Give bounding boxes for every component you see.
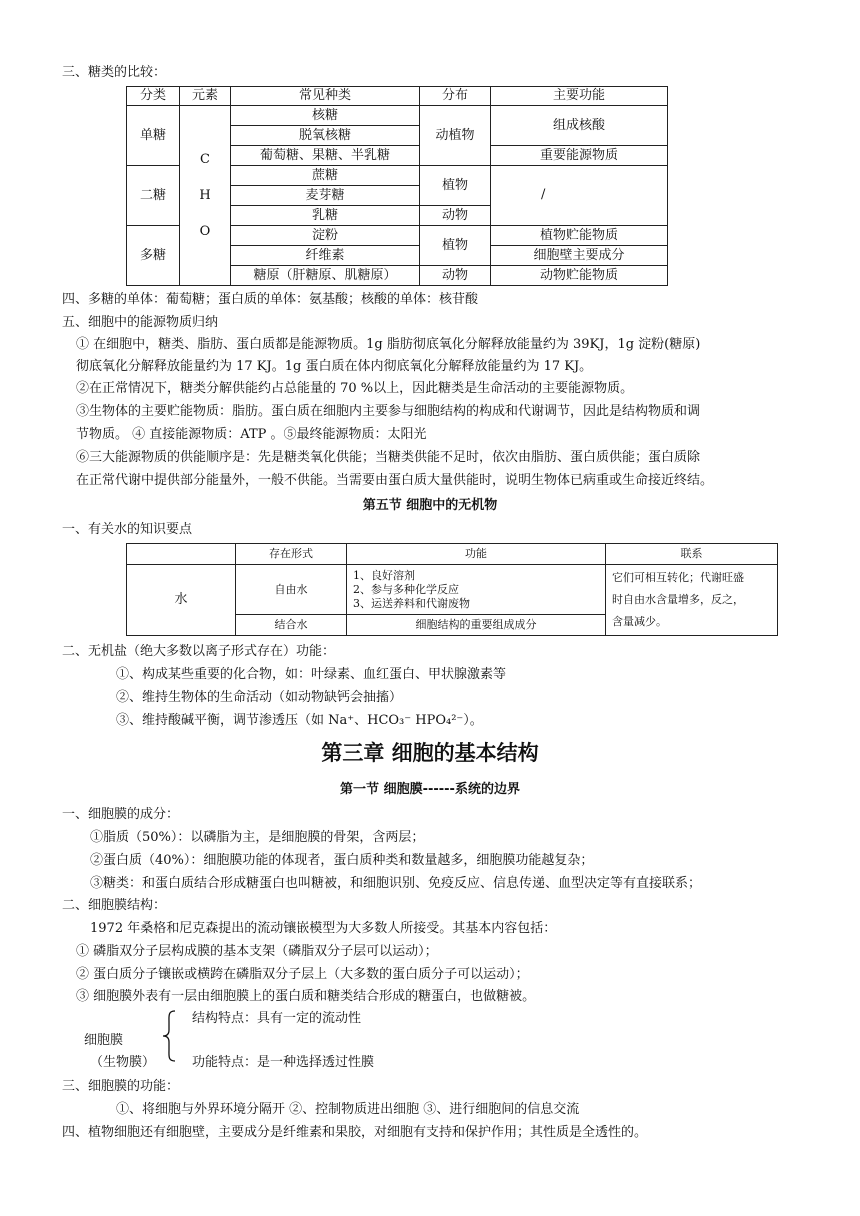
- th-distribution: 分布: [420, 87, 491, 106]
- wt-water: 水: [127, 565, 236, 636]
- salt-line-2: ②、维持生物体的生命活动（如动物缺钙会抽搐）: [116, 690, 403, 705]
- wt-free-funcs: [347, 565, 606, 615]
- mem-struct-3: ③ 细胞膜外表有一层由细胞膜上的蛋白质和糖类结合形成的糖蛋白，也做糖被。: [76, 989, 536, 1004]
- th-category: 分类: [127, 87, 180, 106]
- water-table: [126, 543, 778, 636]
- salt-line-1: ①、构成某些重要的化合物，如：叶绿素、血红蛋白、甲状腺激素等: [116, 667, 507, 682]
- sugar-table: [126, 86, 668, 286]
- elements-cell: [180, 106, 231, 286]
- func-nucleic: 组成核酸: [491, 106, 668, 146]
- brace-left-2: （生物膜）: [90, 1055, 156, 1070]
- type-maltose: 麦芽糖: [231, 186, 420, 206]
- wt-free-func-2: 2、参与多种化学反应: [353, 582, 459, 596]
- wt-th-relation: 联系: [606, 544, 778, 565]
- element-o: O: [199, 223, 211, 239]
- dist-animal-plant: 动植物: [420, 106, 491, 166]
- dist-animal-2: 动物: [420, 266, 491, 286]
- mem-struct-1: ① 磷脂双分子层构成膜的基本支架（磷脂双分子层可以运动）；: [76, 944, 438, 959]
- wt-th-form: 存在形式: [236, 544, 347, 565]
- mem-comp-1: ①脂质（50%）：以磷脂为主，是细胞膜的骨架，含两层；: [90, 830, 425, 845]
- type-glycogen: 糖原（肝糖原、肌糖原）: [231, 266, 420, 286]
- wt-corner: [127, 544, 236, 565]
- th-types: 常见种类: [231, 87, 420, 106]
- membrane-structure-heading: 二、细胞膜结构：: [62, 898, 167, 913]
- type-glucose: 葡萄糖、果糖、半乳糖: [231, 146, 420, 166]
- section-3-heading: 三、糖类的比较：: [62, 65, 167, 80]
- func-energy: 重要能源物质: [491, 146, 668, 166]
- wt-relation-3: 含量减少。: [612, 615, 667, 628]
- wt-relation: [606, 565, 778, 636]
- dist-animal-1: 动物: [420, 206, 491, 226]
- mem-comp-2: ②蛋白质（40%）：细胞膜功能的体现者，蛋白质种类和数量越多，细胞膜功能越复杂；: [90, 853, 594, 868]
- dist-plant-2: 植物: [420, 226, 491, 266]
- cat-di: 二糖: [127, 166, 180, 226]
- cat-poly: 多糖: [127, 226, 180, 286]
- s5-line-5: 节物质。 ④ 直接能源物质：ATP 。⑤最终能源物质：太阳光: [76, 427, 427, 442]
- brace-right-1: 结构特点：具有一定的流动性: [192, 1011, 362, 1026]
- section-1-title: 第一节 细胞膜------系统的边界: [340, 782, 520, 797]
- wt-bound-func: 细胞结构的重要组成成分: [347, 615, 606, 636]
- wt-free: 自由水: [236, 565, 347, 615]
- s5-line-2: 彻底氧化分解释放能量约为 17 KJ。1g 蛋白质在体内彻底氧化分解释放能量约为 17 KJ。: [76, 359, 593, 374]
- membrane-function-heading: 三、细胞膜的功能：: [62, 1079, 180, 1094]
- wt-relation-1: 它们可相互转化；代谢旺盛: [612, 571, 744, 584]
- wt-bound: 结合水: [236, 615, 347, 636]
- type-deoxyribose: 脱氧核糖: [231, 126, 420, 146]
- brace-right-2: 功能特点：是一种选择透过性膜: [192, 1055, 375, 1070]
- wt-th-function: 功能: [347, 544, 606, 565]
- element-h: H: [199, 187, 211, 203]
- membrane-composition-heading: 一、细胞膜的成分：: [62, 807, 180, 822]
- s5-line-6: ⑥三大能源物质的供能顺序是：先是糖类氧化供能；当糖类供能不足时，依次由脂肪、蛋白质供能；蛋白质除: [76, 450, 701, 465]
- wt-relation-2: 时自由水含量增多，反之，: [612, 593, 744, 606]
- s5-line-4: ③生物体的主要贮能物质：脂肪。蛋白质在细胞内主要参与细胞结构的构成和代谢调节，因此是结构物质和调: [76, 404, 701, 419]
- brace-left-1: 细胞膜: [84, 1033, 124, 1048]
- wt-free-func-1: 1、良好溶剂: [353, 568, 415, 582]
- type-lactose: 乳糖: [231, 206, 420, 226]
- wt-free-func-3: 3、运送养料和代谢废物: [353, 596, 470, 610]
- s5-line-1: ① 在细胞中，糖类、脂肪、蛋白质都是能源物质。1g 脂肪彻底氧化分解释放能量约为 39KJ，1g 淀粉(糖原): [76, 337, 701, 352]
- cat-mono: 单糖: [127, 106, 180, 166]
- water-heading: 一、有关水的知识要点: [62, 522, 193, 537]
- mem-struct-2: ② 蛋白质分子镶嵌或横跨在磷脂双分子层上（大多数的蛋白质分子可以运动）；: [76, 967, 529, 982]
- mem-comp-3: ③糖类：和蛋白质结合形成糖蛋白也叫糖被，和细胞识别、免疫反应、信息传递、血型决定等有直接联系；: [90, 876, 702, 891]
- dist-plant-1: 植物: [420, 166, 491, 206]
- salt-heading: 二、无机盐（绝大多数以离子形式存在）功能：: [62, 644, 336, 659]
- th-element: 元素: [180, 87, 231, 106]
- type-cellulose: 纤维素: [231, 246, 420, 266]
- membrane-function: ①、将细胞与外界环境分隔开 ②、控制物质进出细胞 ③、进行细胞间的信息交流: [116, 1102, 580, 1117]
- func-none: /: [491, 166, 668, 226]
- salt-line-3: ③、维持酸碱平衡，调节渗透压（如 Na⁺、HCO₃⁻ HPO₄²⁻）。: [116, 713, 483, 728]
- curly-brace-icon: [162, 1010, 176, 1062]
- cell-wall: 四、植物细胞还有细胞壁，主要成分是纤维素和果胶，对细胞有支持和保护作用；其性质是全透性的。: [62, 1125, 648, 1140]
- section-5-heading: 五、细胞中的能源物质归纳: [62, 315, 219, 330]
- section-4: 四、多糖的单体：葡萄糖；蛋白质的单体：氨基酸；核酸的单体：核苷酸: [62, 292, 479, 307]
- func-wall: 细胞壁主要成分: [491, 246, 668, 266]
- element-c: C: [200, 151, 210, 167]
- type-ribose: 核糖: [231, 106, 420, 126]
- type-starch: 淀粉: [231, 226, 420, 246]
- type-sucrose: 蔗糖: [231, 166, 420, 186]
- s5-line-3: ②在正常情况下，糖类分解供能约占总能量的 70 %以上，因此糖类是生命活动的主要能源物质。: [76, 381, 634, 396]
- section-5-title: 第五节 细胞中的无机物: [362, 498, 498, 513]
- s5-line-7: 在正常代谢中提供部分能量外，一般不供能。当需要由蛋白质大量供能时，说明生物体已病重或生命接近终结。: [76, 473, 714, 488]
- chapter-title: 第三章 细胞的基本结构: [321, 741, 539, 765]
- func-plant-store: 植物贮能物质: [491, 226, 668, 246]
- mem-struct-intro: 1972 年桑格和尼克森提出的流动镶嵌模型为大多数人所接受。其基本内容包括：: [90, 921, 557, 936]
- func-animal-store: 动物贮能物质: [491, 266, 668, 286]
- th-function: 主要功能: [491, 87, 668, 106]
